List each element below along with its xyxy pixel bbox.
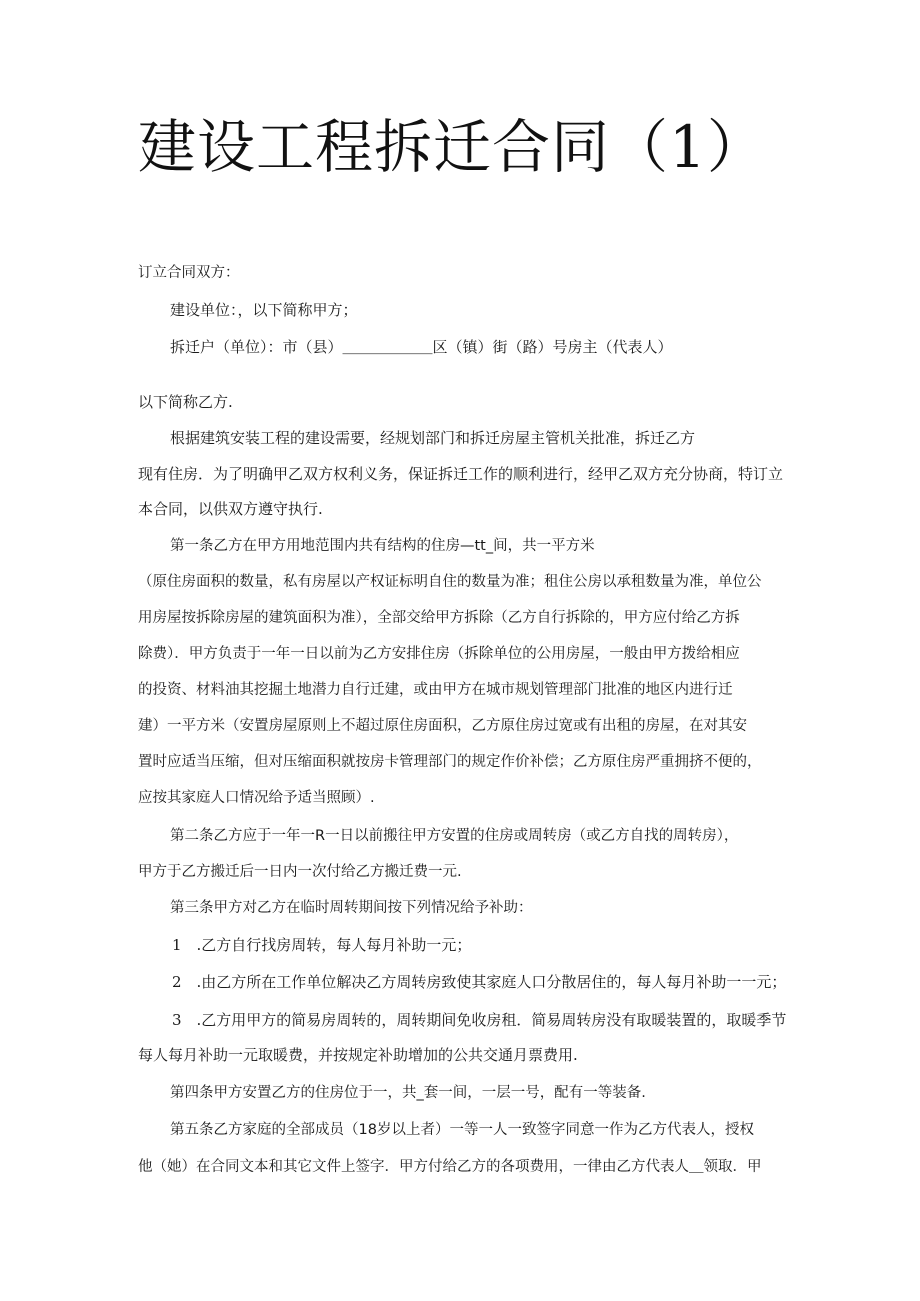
article-3-item-2: 2 .由乙方所在工作单位解决乙方周转房致使其家庭人口分散居住的，每人每月补助一一元；	[172, 973, 787, 991]
relocatee-line: 拆迁户（单位）：市（县）＿＿＿＿＿＿区（镇）街（路）号房主（代表人）	[170, 338, 673, 356]
preamble-line-3: 本合同，以供双方遵守执行.	[138, 500, 323, 518]
preamble-line-1: 根据建筑安装工程的建设需要，经规划部门和拆迁房屋主管机关批准，拆迁乙方	[170, 429, 696, 447]
article-5-line-2: 他（她）在合同文本和其它文件上签字．甲方付给乙方的各项费用，一律由乙方代表人＿领取．甲	[138, 1159, 762, 1175]
article-3-item-3: 3 .乙方用甲方的简易房周转的，周转期间免收房租．简易周转房没有取暖装置的，取暖季节	[172, 1011, 787, 1029]
preamble-line-2: 现有住房．为了明确甲乙双方权利义务，保证拆迁工作的顺利进行，经甲乙双方充分协商，特订立	[138, 465, 784, 483]
party-b-alias-line: 以下简称乙方.	[138, 393, 233, 411]
article-1-line-3: 用房屋按拆除房屋的建筑面积为准），全部交给甲方拆除（乙方自行拆除的，甲方应付给乙方拆	[138, 610, 740, 626]
article-3-item-3-cont: 每人每月补助一元取暖费，并按规定补助增加的公共交通月票费用.	[138, 1046, 578, 1064]
article-1-line-7: 置时应适当压缩，但对压缩面积就按房卡管理部门的规定作价补偿；乙方原住房严重拥挤不便的，	[138, 754, 762, 770]
article-2-line-1: 第二条乙方应于一年一R一日以前搬往甲方安置的住房或周转房（或乙方自找的周转房），	[170, 828, 739, 844]
article-2-line-2: 甲方于乙方搬迁后一日内一次付给乙方搬迁费一元.	[138, 864, 462, 880]
article-1-line-8: 应按其家庭人口情况给予适当照顾）.	[138, 790, 375, 806]
article-3-heading: 第三条甲方对乙方在临时周转期间按下列情况给予补助：	[170, 900, 533, 916]
article-1-line-5: 的投资、材料油其挖掘土地潜力自行迁建，或由甲方在城市规划管理部门批准的地区内进行迁	[138, 682, 733, 698]
article-1-line-1: 第一条乙方在甲方用地范围内共有结构的住房—tt_间，共一平方米	[170, 538, 595, 554]
article-1-line-2: （原住房面积的数量，私有房屋以产权证标明自住的数量为准；租住公房以承租数量为准，单位公	[138, 574, 762, 590]
article-1-line-6: 建）一平方米（安置房屋原则上不超过原住房面积，乙方原住房过宽或有出租的房屋，在对其安	[138, 718, 747, 734]
article-5-line-1: 第五条乙方家庭的全部成员（18岁以上者）一等一人一致签字同意一作为乙方代表人，授权	[170, 1122, 754, 1138]
parties-heading: 订立合同双方：	[138, 265, 240, 281]
article-3-item-1: 1 .乙方自行找房周转，每人每月补助一元；	[172, 936, 472, 954]
construction-unit-line: 建设单位：，以下简称甲方；	[170, 301, 358, 319]
document-title: 建设工程拆迁合同（1）	[138, 113, 766, 181]
article-4-line: 第四条甲方安置乙方的住房位于一，共_套一间，一层一号，配有一等装备.	[170, 1085, 646, 1101]
article-1-line-4: 除费）．甲方负责于一年一日以前为乙方安排住房（拆除单位的公用房屋，一般由甲方拨给相应	[138, 646, 740, 662]
